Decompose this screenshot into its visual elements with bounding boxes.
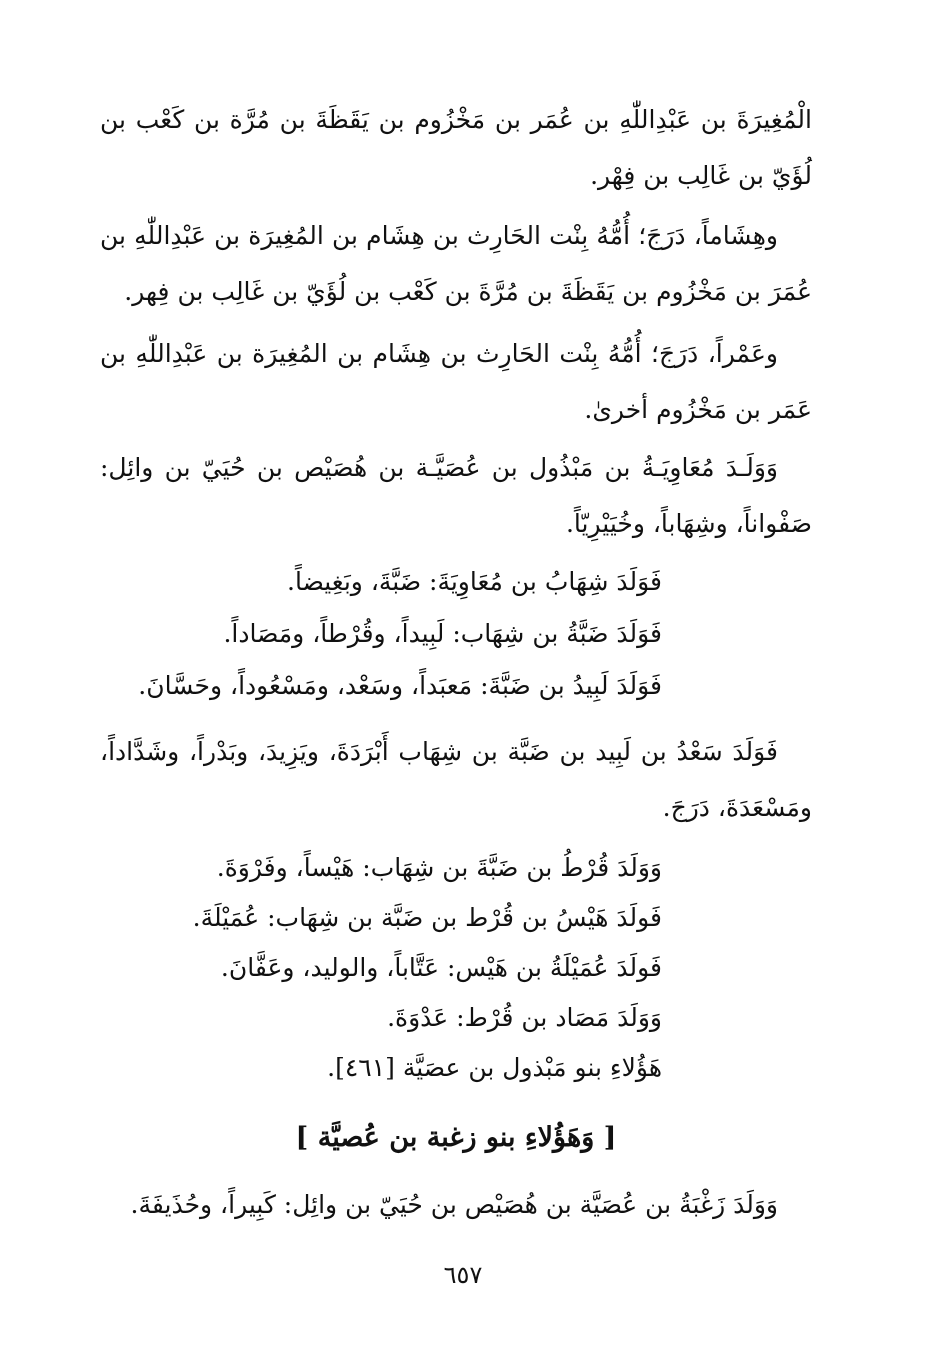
paragraph-4: وَوَلَـدَ مُعَاوِيَـةُ بن مَبْذُول بن عُصَيَّـة بن هُصَيْص بن حُيَيّ بن وائِل: صَفْواناً، وشِهَاباً، وخُيَيْرِيّاً. <box>100 453 812 538</box>
genealogy-line-1: فَوَلَدَ شِهَابُ بن مُعَاوِيَةَ: ضَبَّةَ، وبَغِيضاً. <box>287 567 662 596</box>
genealogy-line-2: فَوَلَدَ ضَبَّةُ بن شِهَاب: لَبِيداً، وقُرْطاً، ومَصَاداً. <box>223 619 662 648</box>
genealogy-line-6: فَولَدَ عُمَيْلَةُ بن هَيْس: عَتَّاباً، والوليد، وعَفَّانَ. <box>220 953 662 982</box>
paragraph-3: وعَمْراً، دَرَجَ؛ أُمُّهُ بِنْت الحَارِث بن هِشَام بن المُغِيرَة بن عَبْدِاللّٰهِ بن عَمَر بن مَخْزُوم أخرىٰ. <box>100 339 812 424</box>
genealogy-line-5: فَولَدَ هَيْسُ بن قُرْط بن ضَبَّة بن شِهَاب: عُمَيْلَةَ. <box>192 903 662 932</box>
paragraph-2: وهِشَاماً، دَرَجَ؛ أُمُّهُ بِنْت الحَارِث بن هِشَام بن المُغِيرَة بن عَبْدِاللّٰهِ بن عُمَرَ بن مَخْزُوم بن يَقَظَةَ بن مُرَّةَ بن كَعْب بن لُؤَيّ بن غَالِب بن فِهر. <box>100 221 812 306</box>
page-number: ٦٥٧ <box>443 1261 483 1289</box>
genealogy-line-7: وَوَلَدَ مَصَاد بن قُرْط: عَدْوَةَ. <box>387 1003 662 1032</box>
genealogy-line-4: وَوَلَدَ قُرْطُ بن ضَبَّةَ بن شِهَاب: هَيْساً، وفَرْوَةَ. <box>216 853 662 882</box>
section-heading: [ وَهَؤُلاءِ بنو زغبة بن عُصيَّة ] <box>295 1122 617 1153</box>
paragraph-5: فَوَلَدَ سَعْدُ بن لَبِيد بن ضَبَّة بن شِهَاب أَبْرَدَةَ، ويَزِيدَ، وبَدْراً، وشَدَّاداً، ومَسْعَدَةَ، دَرَجَ. <box>100 737 812 822</box>
genealogy-line-8: هَؤُلاءِ بنو مَبْذول بن عصَيَّة [٤٦١]. <box>327 1053 662 1082</box>
paragraph-6: وَوَلَدَ زَغْبَةُ بن عُصَيَّة بن هُصَيْص بن حُيَيّ بن وائِل: كَبِيراً، وحُذَيفَةَ. <box>130 1190 778 1219</box>
genealogy-line-3: فَوَلَدَ لَبِيدُ بن ضَبَّةَ: مَعبَداً، وسَعْد، ومَسْعُوداً، وحَسَّانَ. <box>138 671 662 700</box>
paragraph-1: الْمُغِيرَةَ بن عَبْدِاللّٰهِ بن عُمَر بن مَخْزُوم بن يَقَظَةَ بن مُرَّة بن كَعْب بن لُؤَيّ بن غَالِب بن فِهْر. <box>100 105 812 190</box>
